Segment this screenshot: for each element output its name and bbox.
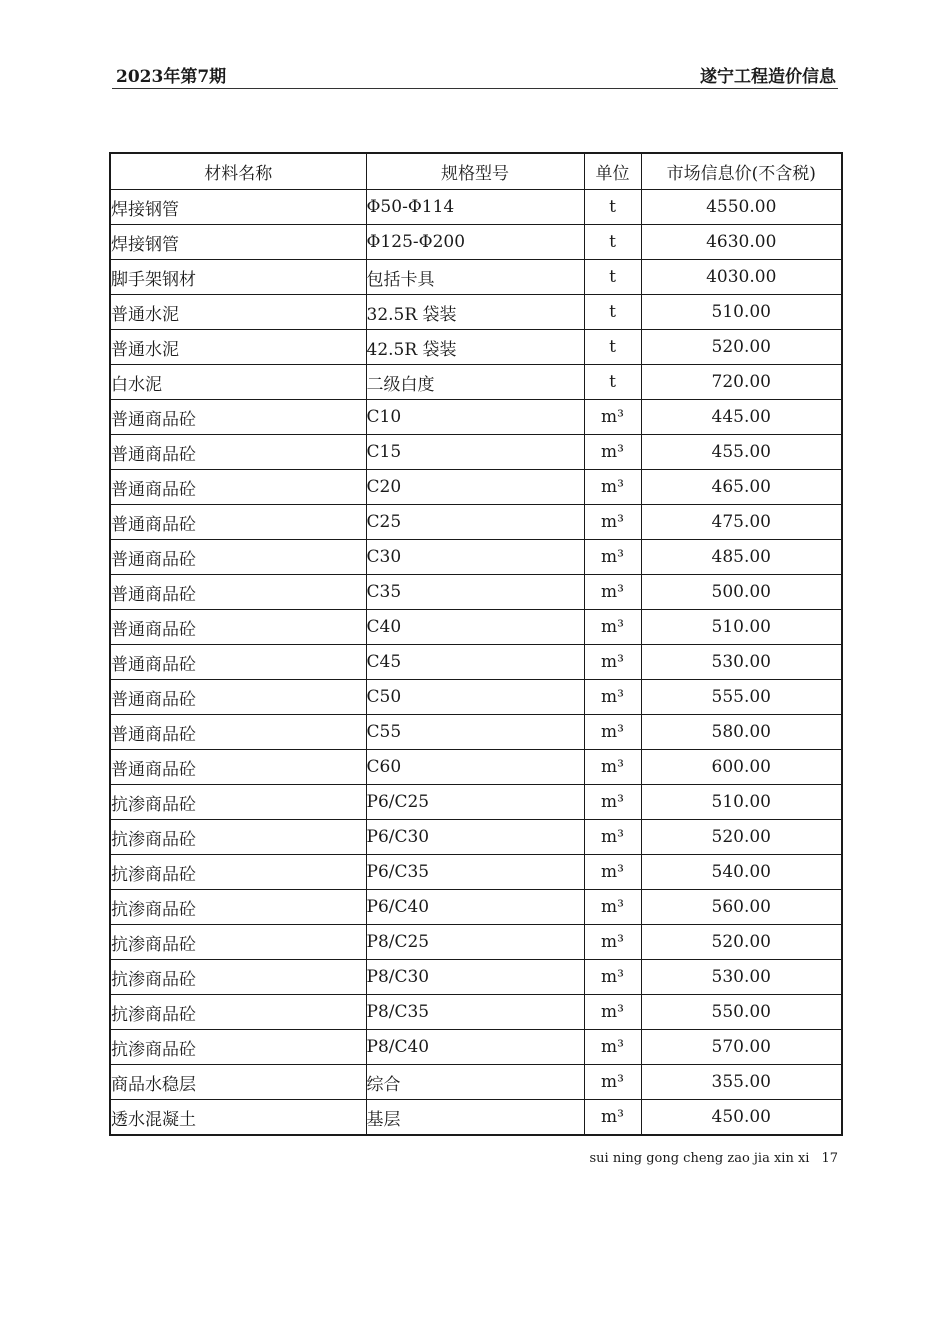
material-name-cell: 抗渗商品砼 (110, 960, 366, 995)
unit-cell: m³ (584, 925, 641, 960)
material-name-cell: 脚手架钢材 (110, 260, 366, 295)
price-cell: 450.00 (641, 1100, 842, 1136)
material-name-cell: 普通商品砼 (110, 645, 366, 680)
table-row (110, 575, 842, 610)
unit-cell: m³ (584, 400, 641, 435)
table-row (110, 435, 842, 470)
table-row (110, 785, 842, 820)
material-name-cell: 抗渗商品砼 (110, 855, 366, 890)
price-cell: 540.00 (641, 855, 842, 890)
unit-cell: m³ (584, 890, 641, 925)
table-row (110, 820, 842, 855)
unit-cell: m³ (584, 715, 641, 750)
spec-cell: C15 (366, 435, 584, 470)
table-row (110, 715, 842, 750)
material-name-cell: 抗渗商品砼 (110, 890, 366, 925)
table-row (110, 925, 842, 960)
material-name-cell: 商品水稳层 (110, 1065, 366, 1100)
column-header-price: 市场信息价(不含税) (641, 153, 842, 190)
price-cell: 520.00 (641, 820, 842, 855)
material-name-cell: 普通商品砼 (110, 680, 366, 715)
table-row (110, 645, 842, 680)
spec-cell: C60 (366, 750, 584, 785)
material-name-cell: 抗渗商品砼 (110, 1030, 366, 1065)
page-number: 17 (821, 1151, 838, 1166)
price-cell: 580.00 (641, 715, 842, 750)
unit-cell: m³ (584, 505, 641, 540)
unit-cell: t (584, 330, 641, 365)
column-header-name: 材料名称 (110, 153, 366, 190)
price-cell: 720.00 (641, 365, 842, 400)
unit-cell: m³ (584, 785, 641, 820)
unit-cell: m³ (584, 960, 641, 995)
price-cell: 465.00 (641, 470, 842, 505)
material-name-cell: 普通商品砼 (110, 400, 366, 435)
spec-cell: P6/C30 (366, 820, 584, 855)
price-cell: 510.00 (641, 785, 842, 820)
price-cell: 355.00 (641, 1065, 842, 1100)
price-cell: 560.00 (641, 890, 842, 925)
spec-cell: 32.5R 袋装 (366, 295, 584, 330)
unit-cell: m³ (584, 820, 641, 855)
table-row (110, 1030, 842, 1065)
unit-cell: m³ (584, 470, 641, 505)
table-row (110, 225, 842, 260)
price-cell: 445.00 (641, 400, 842, 435)
material-name-cell: 焊接钢管 (110, 190, 366, 225)
material-name-cell: 透水混凝土 (110, 1100, 366, 1136)
material-name-cell: 抗渗商品砼 (110, 925, 366, 960)
price-cell: 4550.00 (641, 190, 842, 225)
price-cell: 570.00 (641, 1030, 842, 1065)
table-row (110, 540, 842, 575)
table-row (110, 1100, 842, 1136)
spec-cell: C50 (366, 680, 584, 715)
price-cell: 485.00 (641, 540, 842, 575)
price-cell: 4030.00 (641, 260, 842, 295)
table-row (110, 190, 842, 225)
unit-cell: m³ (584, 540, 641, 575)
table-row (110, 330, 842, 365)
price-cell: 500.00 (641, 575, 842, 610)
material-name-cell: 普通水泥 (110, 330, 366, 365)
unit-cell: m³ (584, 1030, 641, 1065)
spec-cell: P8/C40 (366, 1030, 584, 1065)
spec-cell: P8/C30 (366, 960, 584, 995)
material-name-cell: 焊接钢管 (110, 225, 366, 260)
spec-cell: P6/C40 (366, 890, 584, 925)
material-name-cell: 抗渗商品砼 (110, 995, 366, 1030)
price-cell: 455.00 (641, 435, 842, 470)
unit-cell: m³ (584, 1100, 641, 1136)
spec-cell: C40 (366, 610, 584, 645)
price-cell: 510.00 (641, 295, 842, 330)
table-row (110, 1065, 842, 1100)
material-name-cell: 普通商品砼 (110, 610, 366, 645)
price-cell: 600.00 (641, 750, 842, 785)
material-name-cell: 普通商品砼 (110, 750, 366, 785)
spec-cell: P8/C25 (366, 925, 584, 960)
material-name-cell: 普通商品砼 (110, 505, 366, 540)
unit-cell: t (584, 225, 641, 260)
column-header-spec: 规格型号 (366, 153, 584, 190)
spec-cell: P6/C35 (366, 855, 584, 890)
material-name-cell: 普通水泥 (110, 295, 366, 330)
spec-cell: 二级白度 (366, 365, 584, 400)
footer-text: sui ning gong cheng zao jia xin xi (589, 1151, 810, 1166)
spec-cell: 42.5R 袋装 (366, 330, 584, 365)
material-name-cell: 普通商品砼 (110, 470, 366, 505)
unit-cell: m³ (584, 855, 641, 890)
material-name-cell: 普通商品砼 (110, 435, 366, 470)
price-cell: 4630.00 (641, 225, 842, 260)
spec-cell: 基层 (366, 1100, 584, 1136)
spec-cell: C30 (366, 540, 584, 575)
material-name-cell: 抗渗商品砼 (110, 820, 366, 855)
table-row (110, 400, 842, 435)
table-row (110, 610, 842, 645)
unit-cell: m³ (584, 995, 641, 1030)
unit-cell: m³ (584, 610, 641, 645)
spec-cell: C45 (366, 645, 584, 680)
table-row (110, 750, 842, 785)
spec-cell: C10 (366, 400, 584, 435)
material-name-cell: 普通商品砼 (110, 575, 366, 610)
table-row (110, 995, 842, 1030)
price-cell: 530.00 (641, 645, 842, 680)
table-row (110, 295, 842, 330)
price-cell: 520.00 (641, 925, 842, 960)
spec-cell: Φ50-Φ114 (366, 190, 584, 225)
unit-cell: m³ (584, 1065, 641, 1100)
unit-cell: t (584, 295, 641, 330)
spec-cell: C20 (366, 470, 584, 505)
price-cell: 520.00 (641, 330, 842, 365)
spec-cell: C55 (366, 715, 584, 750)
table-row (110, 890, 842, 925)
table-row (110, 680, 842, 715)
table-row (110, 260, 842, 295)
column-header-unit: 单位 (584, 153, 641, 190)
spec-cell: P6/C25 (366, 785, 584, 820)
material-name-cell: 白水泥 (110, 365, 366, 400)
material-name-cell: 抗渗商品砼 (110, 785, 366, 820)
spec-cell: P8/C35 (366, 995, 584, 1030)
price-cell: 555.00 (641, 680, 842, 715)
unit-cell: m³ (584, 435, 641, 470)
unit-cell: t (584, 260, 641, 295)
table-body (110, 190, 842, 1136)
page-footer (590, 1151, 839, 1166)
spec-cell: 包括卡具 (366, 260, 584, 295)
unit-cell: t (584, 190, 641, 225)
price-table (109, 152, 843, 1136)
issue-label: 2023年第7期 (116, 67, 227, 87)
table-row (110, 365, 842, 400)
table-row (110, 855, 842, 890)
spec-cell: C35 (366, 575, 584, 610)
spec-cell: C25 (366, 505, 584, 540)
spec-cell: Φ125-Φ200 (366, 225, 584, 260)
table-row (110, 470, 842, 505)
unit-cell: m³ (584, 575, 641, 610)
unit-cell: t (584, 365, 641, 400)
publication-title: 遂宁工程造价信息 (700, 67, 836, 87)
price-cell: 510.00 (641, 610, 842, 645)
material-name-cell: 普通商品砼 (110, 540, 366, 575)
unit-cell: m³ (584, 750, 641, 785)
material-name-cell: 普通商品砼 (110, 715, 366, 750)
price-cell: 530.00 (641, 960, 842, 995)
table-row (110, 960, 842, 995)
page-header (112, 58, 838, 89)
spec-cell: 综合 (366, 1065, 584, 1100)
price-cell: 550.00 (641, 995, 842, 1030)
table-row (110, 505, 842, 540)
unit-cell: m³ (584, 645, 641, 680)
unit-cell: m³ (584, 680, 641, 715)
table-header-row (110, 153, 842, 190)
price-cell: 475.00 (641, 505, 842, 540)
